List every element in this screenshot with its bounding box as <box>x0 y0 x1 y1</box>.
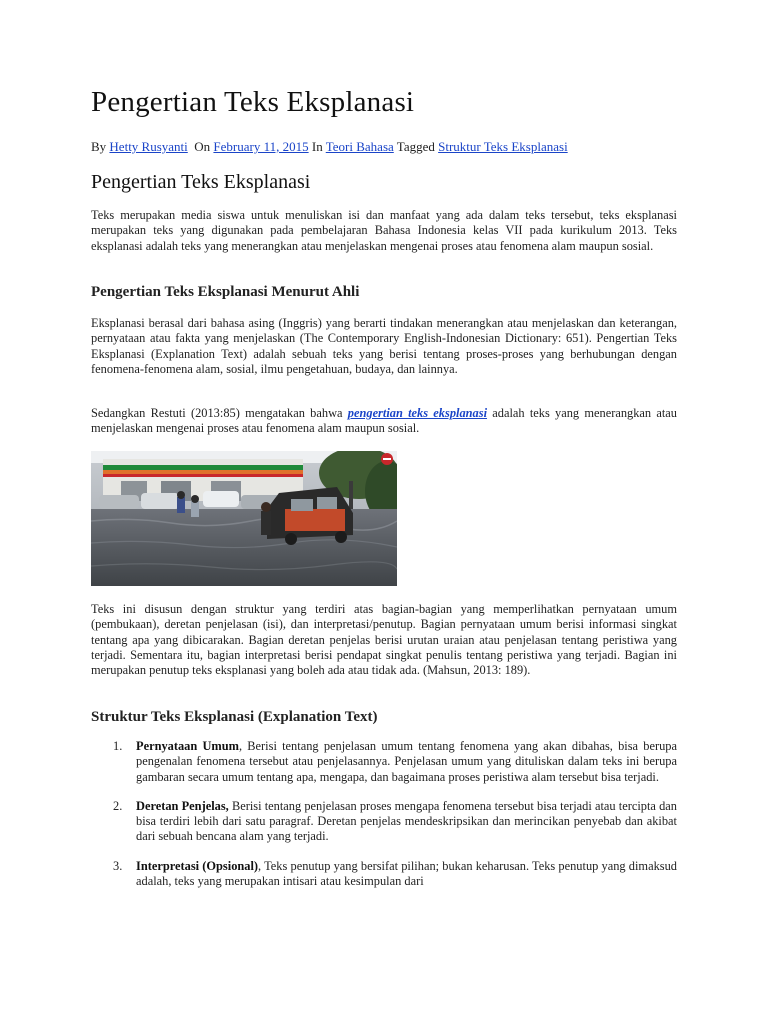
in-label: In <box>311 139 323 154</box>
list-item <box>91 859 677 890</box>
flood-photo-image <box>91 451 397 586</box>
pengertian-link[interactable]: pengertian teks eksplanasi <box>347 406 488 420</box>
list-item <box>91 799 677 845</box>
tagged-label: Tagged <box>396 139 435 154</box>
ahli-paragraph-2 <box>91 406 677 437</box>
intro-paragraph: Teks merupakan media siswa untuk menuliskan isi dan manfaat yang ada dalam teks tersebut, teks eksplanasi merupakan teks yang digunakan pada pembelajaran Bahasa Indonesia kelas VII pada kurikulum 2013. Teks eksplanasi adalah teks yang menerangkan atau menjelaskan mengenai proses atau fenomena alam maupun sosial. <box>91 208 677 253</box>
list-term: Interpretasi (Opsional) <box>136 858 259 873</box>
article-meta <box>91 139 568 155</box>
date-link[interactable]: February 11, 2015 <box>213 139 309 154</box>
list-text: Berisi tentang penjelasan proses mengapa fenomena tersebut bisa terjadi atau tercipta dan bisa terdiri lebih dari satu paragraf. Deretan penjelas mendeskripsikan dan merincikan penyebab dan akibat dari sebuah bencana alam yang terjadi. <box>136 798 677 844</box>
tag-link[interactable]: Struktur Teks Eksplanasi <box>438 139 568 154</box>
category-link[interactable]: Teori Bahasa <box>325 139 394 154</box>
list-text: , Berisi tentang penjelasan umum tentang fenomena yang akan dibahas, bisa berupa pengenalan fenomena tersebut atau penjelasannya. Penjelasan umum yang dituliskan dalam teks ini berupa gambaran secara umum tentang apa, mengapa, dan bagaimana proses peristiwa alam tersebut bisa terjadi. <box>136 739 677 784</box>
ahli-p2-after: adalah teks yang menerangkan atau menjelaskan mengenai proses atau fenomena alam maupun sosial. <box>91 406 677 436</box>
ahli-p2-before: Sedangkan Restuti (2013:85) mengatakan bahwa <box>91 406 348 420</box>
ahli-paragraph-1: Eksplanasi berasal dari bahasa asing (Inggris) yang berarti tindakan menerangkan atau menjelaskan dan keterangan, pernyataan atau fakta yang menjelaskan (The Contemporary English-Indonesian Dictionary: 651). Pengertian Teks Eksplanasi (Explanation Text) adalah sebuah teks yang berisi tentang proses-proses yang berhubungan dengan fenomena-fenomena alam, sosial, ilmu pengetahuan, budaya, dan lainnya. <box>91 316 677 376</box>
section-heading-struktur: Struktur Teks Eksplanasi (Explanation Text) <box>91 709 378 725</box>
list-number: 2. <box>113 798 123 813</box>
struktur-paragraph: Teks ini disusun dengan struktur yang terdiri atas bagian-bagian yang memperlihatkan pernyataan umum (pembukaan), deretan penjelasan (isi), dan interpretasi/penutup. Bagian pernyataan umum berisi informasi singkat tentang apa yang dibicarakan. Bagian deretan penjelas berisi urutan uraian atau penjelasan tentang peristiwa yang terjadi. Sementara itu, bagian interpretasi berisi pendapat singkat penulis tentang peristiwa yang terjadi. Bagian ini merupakan penutup teks eksplanasi yang boleh ada atau tidak ada. (Mahsun, 2013: 189). <box>91 602 677 678</box>
list-number: 3. <box>113 858 123 873</box>
on-label: On <box>194 139 211 154</box>
struktur-list <box>91 739 677 889</box>
list-term: Deretan Penjelas, <box>136 798 229 813</box>
list-item <box>91 739 677 785</box>
list-term: Pernyataan Umum <box>136 739 239 753</box>
by-label: By <box>91 139 107 154</box>
section-heading-ahli: Pengertian Teks Eksplanasi Menurut Ahli <box>91 284 360 300</box>
author-link[interactable]: Hetty Rusyanti <box>109 139 188 154</box>
list-text: , Teks penutup yang bersifat pilihan; bukan keharusan. Teks penutup yang dimaksud adalah, teks yang merupakan intisari atau kesimpulan dari <box>136 858 677 889</box>
article-title: Pengertian Teks Eksplanasi <box>91 86 415 118</box>
list-number: 1. <box>113 739 123 753</box>
section-heading-pengertian: Pengertian Teks Eksplanasi <box>91 171 311 193</box>
flood-photo <box>91 451 397 586</box>
